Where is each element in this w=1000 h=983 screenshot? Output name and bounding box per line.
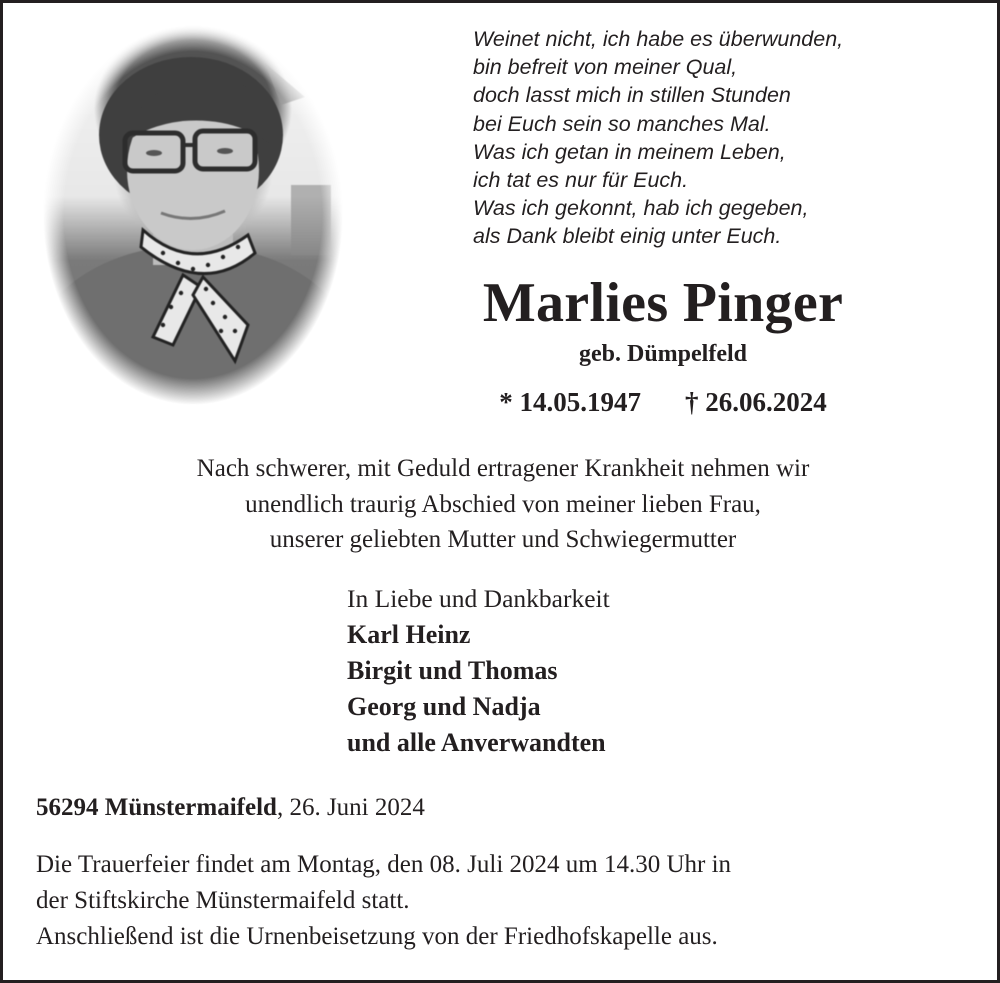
- birth-date: 14.05.1947: [519, 387, 641, 417]
- poem: [473, 25, 953, 251]
- mourner-name: und alle Anverwandten: [347, 728, 606, 757]
- death-date: 26.06.2024: [705, 387, 827, 417]
- portrait-photo: [43, 25, 343, 405]
- mourner-name: Karl Heinz: [347, 620, 471, 649]
- mourner-name: Birgit und Thomas: [347, 656, 558, 685]
- birth-star-icon: *: [499, 387, 513, 417]
- mourners-block: [347, 581, 610, 761]
- poem-line: Was ich getan in meinem Leben,: [473, 139, 786, 164]
- poem-line: doch lasst mich in stillen Stunden: [473, 83, 791, 108]
- poem-line: bin befreit von meiner Qual,: [473, 55, 738, 80]
- intro-text: [43, 451, 963, 558]
- notice-date: , 26. Juni 2024: [276, 794, 425, 821]
- funeral-info: [36, 847, 731, 955]
- mourner-name: Georg und Nadja: [347, 692, 541, 721]
- deceased-name: Marlies Pinger: [482, 272, 844, 334]
- intro-line: unendlich traurig Abschied von meiner lieben Frau,: [245, 490, 761, 518]
- life-dates: [383, 385, 943, 419]
- death-cross-icon: †: [685, 387, 699, 417]
- poem-line: Weinet nicht, ich habe es überwunden,: [473, 27, 844, 51]
- intro-line: Nach schwerer, mit Geduld ertragener Krankheit nehmen wir: [196, 455, 810, 482]
- funeral-line: Anschließend ist die Urnenbeisetzung von der Friedhofskapelle aus.: [36, 923, 718, 950]
- funeral-line: Die Trauerfeier findet am Montag, den 08. Juli 2024 um 14.30 Uhr in: [36, 851, 732, 878]
- closing-phrase: In Liebe und Dankbarkeit: [347, 584, 610, 613]
- portrait-image: [43, 25, 343, 405]
- poem-line: als Dank bleibt einig unter Euch.: [473, 224, 782, 249]
- intro-line: unserer geliebten Mutter und Schwiegermutter: [269, 526, 737, 553]
- place-date: [36, 791, 425, 825]
- place: 56294 Münstermaifeld: [36, 794, 277, 821]
- poem-line: bei Euch sein so manches Mal.: [473, 111, 771, 136]
- poem-line: ich tat es nur für Euch.: [473, 168, 689, 193]
- funeral-line: der Stiftskirche Münstermaifeld statt.: [36, 887, 410, 914]
- maiden-name: geb. Dümpelfeld: [579, 341, 747, 367]
- poem-line: Was ich gekonnt, hab ich gegeben,: [473, 196, 809, 221]
